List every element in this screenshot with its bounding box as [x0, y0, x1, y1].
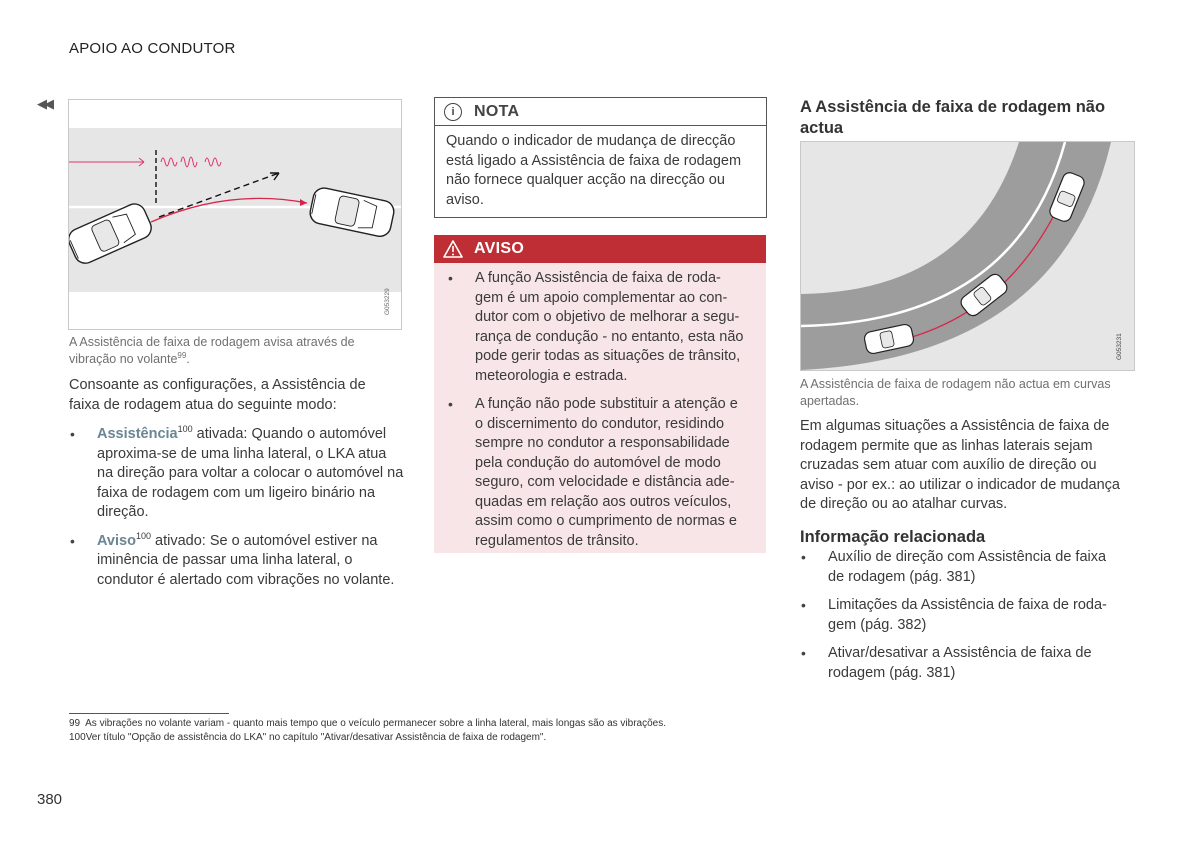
- related-list: [800, 548, 1145, 692]
- warning-triangle-icon: [443, 240, 463, 258]
- note-header: [435, 98, 766, 126]
- lane-warning-illustration: [69, 100, 401, 329]
- double-chevron-left-icon[interactable]: ◀◀: [37, 96, 51, 111]
- related-link[interactable]: • Ativar/desativar a Assistência de faixa de rodagem (pág. 381): [800, 644, 1145, 683]
- list-item: • Assistência$^{100}$ ativada: Quando o automóvel aproxima-se de uma linha lateral, o LKA atua na direção para voltar a colocar o automóvel na faixa de rodagem com um ligeiro binário na direção.: [69, 425, 404, 523]
- note-body: Quando o indicador de mudança de direcção está ligado a Assistência de faixa de rodagem não fornece qualquer acção na direcção ou aviso.: [446, 133, 742, 208]
- footnote-ref: 100: [135, 530, 151, 541]
- footnotes: [69, 717, 1069, 745]
- footnote-ref: 99: [177, 350, 187, 360]
- footnote: 100Ver título "Opção de assistência do LKA" no capítulo "Ativar/desativar Assistência de faixa de rodagem".: [69, 732, 547, 743]
- related-link[interactable]: • Limitações da Assistência de faixa de roda- gem (pág. 382): [800, 596, 1145, 635]
- figure-caption: A Assistência de faixa de rodagem não actua em curvas apertadas.: [800, 377, 1111, 408]
- note-box: [434, 97, 767, 218]
- paragraph: Em algumas situações a Assistência de faixa de rodagem permite que as linhas laterais sejam cruzadas sem atuar com auxílio de direção ou aviso - por ex.: ao utilizar o indicador de mudança de direção ou ao atalhar curvas.: [800, 418, 1120, 512]
- curve-illustration: [801, 142, 1134, 370]
- mode-term: Assistência: [97, 426, 178, 442]
- intro-paragraph: Consoante as configurações, a Assistência de faixa de rodagem atua do seguinte modo:: [69, 377, 366, 413]
- figure-code: G053229: [384, 288, 391, 315]
- warning-box: [434, 235, 766, 553]
- warning-title: AVISO: [474, 240, 525, 257]
- figure-caption: A Assistência de faixa de rodagem avisa através de vibração no volante$^{99}$.: [69, 335, 355, 366]
- page-number: 380: [37, 791, 63, 808]
- mode-list: [69, 425, 404, 599]
- note-title: NOTA: [474, 103, 520, 120]
- related-link[interactable]: • Auxílio de direção com Assistência de faixa de rodagem (pág. 381): [800, 548, 1145, 587]
- list-item: • A função não pode substituir a atenção e o discernimento do condutor, residindo sempre no condutor a responsabilidade pela condução do automóvel de modo seguro, com velocidade e distância ade- quadas em relação aos outros veículos, assim como o cumprimento de normas e regulamentos de trânsito.: [447, 395, 754, 551]
- footnote: 99 As vibrações no volante variam - quanto mais tempo que o veículo permanecer sobre a linha lateral, mais longas são as vibrações.: [69, 718, 666, 729]
- footnote-divider: [69, 713, 229, 714]
- info-icon: i: [444, 103, 462, 121]
- figure-code: G053231: [1116, 333, 1123, 360]
- lane-warning-figure: [68, 99, 402, 330]
- list-item: • Aviso$^{100}$ ativado: Se o automóvel estiver na iminência de passar uma linha lateral, o condutor é alertado com vibrações no volante.: [69, 532, 404, 591]
- warning-body: [434, 263, 766, 551]
- footnote-ref: 100: [177, 424, 193, 435]
- running-header: APOIO AO CONDUTOR: [69, 40, 236, 57]
- related-heading: Informação relacionada: [800, 528, 986, 546]
- list-item: • A função Assistência de faixa de roda- gem é um apoio complementar ao con- dutor com o objetivo de melhorar a segu- rança de condução - no entanto, esta não pode gerir todas as situações de trânsito, meteorologia e estrada.: [447, 269, 754, 386]
- section-heading: A Assistência de faixa de rodagem não actua: [800, 98, 1106, 137]
- mode-term: Aviso: [97, 532, 136, 549]
- warning-header: [434, 235, 766, 263]
- curve-figure: [800, 141, 1135, 371]
